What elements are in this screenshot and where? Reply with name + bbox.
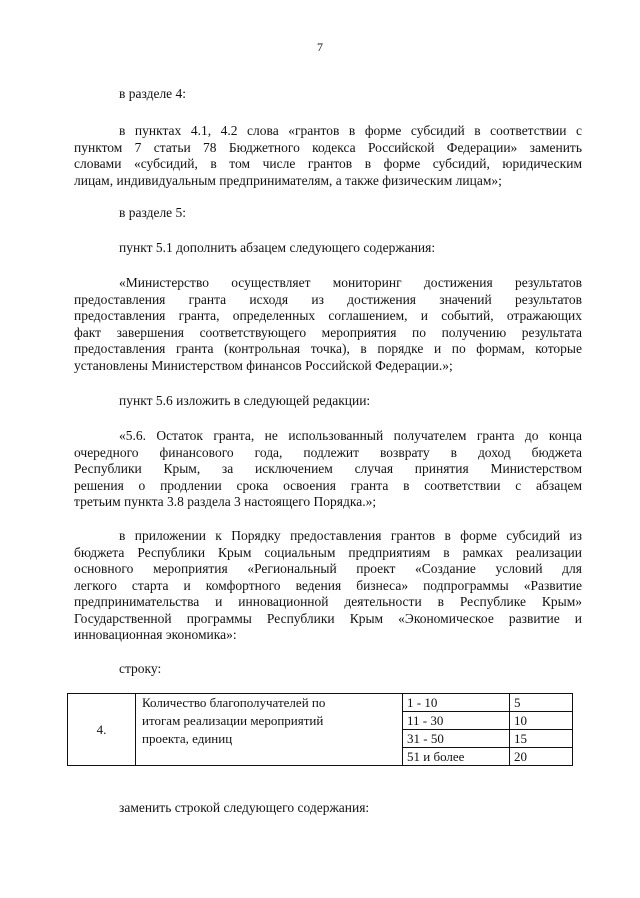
text-line: третьим пункта 3.8 раздела 3 настоящего Порядка.»;	[74, 494, 377, 509]
indicator-name-cell	[136, 694, 403, 766]
text-line: легкого старта и комфортного ведения бизнеса» подпрограммы «Развитие	[74, 577, 582, 593]
text-line: «5.6. Остаток гранта, не использованный получателем гранта до конца	[119, 428, 582, 443]
text-line: очередного финансового года, подлежит возврату в доход бюджета	[74, 444, 582, 460]
range-cell: 11 - 30	[403, 712, 510, 730]
paragraph-appendix	[74, 528, 582, 644]
text-line: Государственной программы Республики Крым «Экономическое развитие и	[74, 610, 582, 626]
text-line: словами «субсидий, в том числе грантов в форме субсидий, юридическим	[74, 156, 582, 171]
quote-5-6	[74, 428, 582, 511]
page-number: 7	[317, 40, 323, 54]
text-line: в пунктах 4.1, 4.2 слова «грантов в форме субсидий в соответствии с	[119, 123, 582, 138]
indicator-line: Количество благополучателей по	[142, 695, 326, 710]
text-line: пунктом 7 статьи 78 Бюджетного кодекса Российской Федерации» заменить	[74, 139, 582, 155]
text-line: предоставления гранта (контрольная точка), в порядке и по формам, которые	[74, 341, 582, 356]
indicator-table	[67, 693, 573, 766]
paragraph-row-label: строку:	[119, 661, 162, 676]
text-line: установлены Министерством финансов Российской Федерации.»;	[74, 357, 453, 373]
points-cell: 20	[510, 748, 573, 766]
row-number-cell: 4.	[68, 694, 136, 766]
text-line: основного мероприятия «Региональный проект «Создание условий для	[74, 561, 582, 576]
indicator-line: проекта, единиц	[142, 731, 233, 746]
range-cell: 51 и более	[403, 748, 510, 766]
text-line: лицам, индивидуальным предпринимателям, а также физическим лицам»;	[74, 172, 502, 188]
text-line: решения о продлении срока освоения гранта в соответствии с абзацем	[74, 477, 582, 493]
text-line: в приложении к Порядку предоставления грантов в форме субсидий из	[119, 528, 582, 543]
text-line: факт завершения соответствующего мероприятия по получению результата	[74, 324, 582, 340]
text-line: Республики Крым, за исключением случая принятия Министерством	[74, 461, 582, 476]
indicator-line: итогам реализации мероприятий	[142, 713, 324, 728]
paragraph-4-1	[74, 123, 582, 189]
quote-5-1	[74, 275, 582, 374]
paragraph-section-5: в разделе 5:	[119, 205, 187, 220]
points-cell: 5	[510, 694, 573, 712]
text-line: предоставления гранта исходя из достижения значений результатов	[74, 291, 582, 307]
table-row	[68, 694, 573, 712]
text-line: инновационная экономика»:	[74, 627, 237, 642]
points-cell: 10	[510, 712, 573, 730]
text-line: «Министерство осуществляет мониторинг достижения результатов	[119, 275, 582, 290]
paragraph-5-6: пункт 5.6 изложить в следующей редакции:	[119, 393, 371, 408]
text-line: предпринимательства и инновационной деятельности в Республике Крым»	[74, 594, 582, 609]
text-line: бюджета Республики Крым социальным предприятиям в рамках реализации	[74, 544, 582, 560]
range-cell: 31 - 50	[403, 730, 510, 748]
text-line: предоставления гранта, определенных соглашением, и событий, отражающих	[74, 308, 582, 323]
points-cell: 15	[510, 730, 573, 748]
paragraph-replace: заменить строкой следующего содержания:	[119, 800, 370, 815]
paragraph-5-1: пункт 5.1 дополнить абзацем следующего содержания:	[119, 240, 436, 255]
range-cell: 1 - 10	[403, 694, 510, 712]
paragraph-section-4: в разделе 4:	[119, 86, 187, 101]
